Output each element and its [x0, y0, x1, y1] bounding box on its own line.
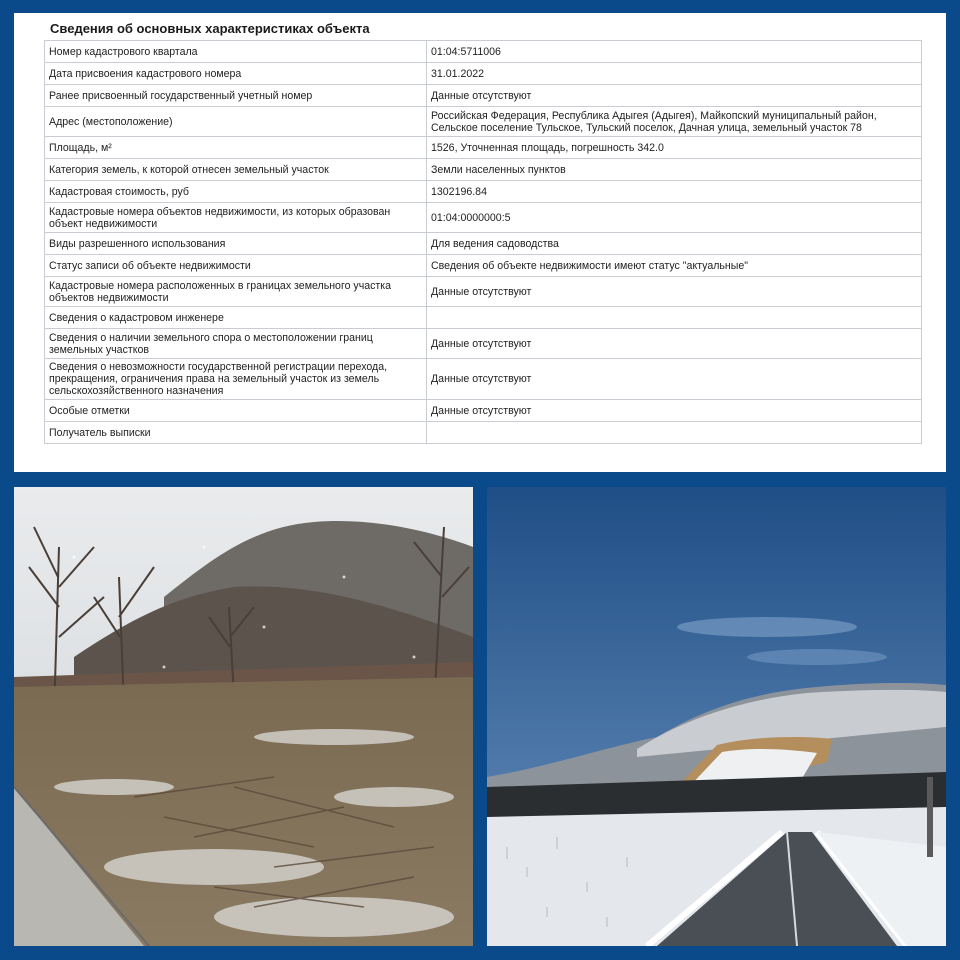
row-value: 01:04:0000000:5	[427, 203, 922, 233]
row-label: Получатель выписки	[45, 422, 427, 444]
row-label: Сведения о кадастровом инженере	[45, 307, 427, 329]
table-row	[45, 63, 922, 85]
row-value: 31.01.2022	[427, 63, 922, 85]
row-value: Данные отсутствуют	[427, 400, 922, 422]
road-photo	[487, 487, 946, 946]
panel-title: Сведения об основных характеристиках объекта	[50, 21, 370, 36]
table-row	[45, 329, 922, 359]
row-label: Сведения о наличии земельного спора о местоположении границ земельных участков	[45, 329, 427, 359]
table-row	[45, 307, 922, 329]
table-row	[45, 255, 922, 277]
row-value: Сведения об объекте недвижимости имеют статус "актуальные"	[427, 255, 922, 277]
row-label: Статус записи об объекте недвижимости	[45, 255, 427, 277]
row-value	[427, 307, 922, 329]
cadastral-info-panel	[14, 13, 946, 472]
table-row	[45, 203, 922, 233]
row-value: Данные отсутствуют	[427, 329, 922, 359]
road-photo-illustration	[487, 487, 946, 946]
row-value: Российская Федерация, Республика Адыгея (Адыгея), Майкопский муниципальный район, Сельское поселение Тульское, Тульский поселок, Дачная улица, земельный участок 78	[427, 107, 922, 137]
plot-photo-illustration	[14, 487, 473, 946]
row-label: Адрес (местоположение)	[45, 107, 427, 137]
row-value: Земли населенных пунктов	[427, 159, 922, 181]
cadastral-table	[44, 40, 922, 444]
row-label: Особые отметки	[45, 400, 427, 422]
row-label: Дата присвоения кадастрового номера	[45, 63, 427, 85]
row-value: 1302196.84	[427, 181, 922, 203]
row-label: Площадь, м²	[45, 137, 427, 159]
table-row	[45, 41, 922, 63]
row-value	[427, 422, 922, 444]
table-row	[45, 85, 922, 107]
row-value: Для ведения садоводства	[427, 233, 922, 255]
row-label: Категория земель, к которой отнесен земельный участок	[45, 159, 427, 181]
table-row	[45, 277, 922, 307]
row-value: Данные отсутствуют	[427, 277, 922, 307]
table-row	[45, 159, 922, 181]
row-label: Кадастровая стоимость, руб	[45, 181, 427, 203]
row-value: 01:04:5711006	[427, 41, 922, 63]
row-label: Виды разрешенного использования	[45, 233, 427, 255]
row-label: Кадастровые номера объектов недвижимости, из которых образован объект недвижимости	[45, 203, 427, 233]
row-label: Кадастровые номера расположенных в границах земельного участка объектов недвижимости	[45, 277, 427, 307]
table-row	[45, 107, 922, 137]
table-row	[45, 422, 922, 444]
row-label: Ранее присвоенный государственный учетный номер	[45, 85, 427, 107]
table-row	[45, 359, 922, 400]
row-label: Номер кадастрового квартала	[45, 41, 427, 63]
row-value: 1526, Уточненная площадь, погрешность 342.0	[427, 137, 922, 159]
row-label: Сведения о невозможности государственной регистрации перехода, прекращения, ограничения права на земельный участок из земель сельскохозяйственного назначения	[45, 359, 427, 400]
row-value: Данные отсутствуют	[427, 85, 922, 107]
table-row	[45, 137, 922, 159]
row-value: Данные отсутствуют	[427, 359, 922, 400]
table-row	[45, 181, 922, 203]
table-row	[45, 233, 922, 255]
table-row	[45, 400, 922, 422]
plot-photo	[14, 487, 473, 946]
